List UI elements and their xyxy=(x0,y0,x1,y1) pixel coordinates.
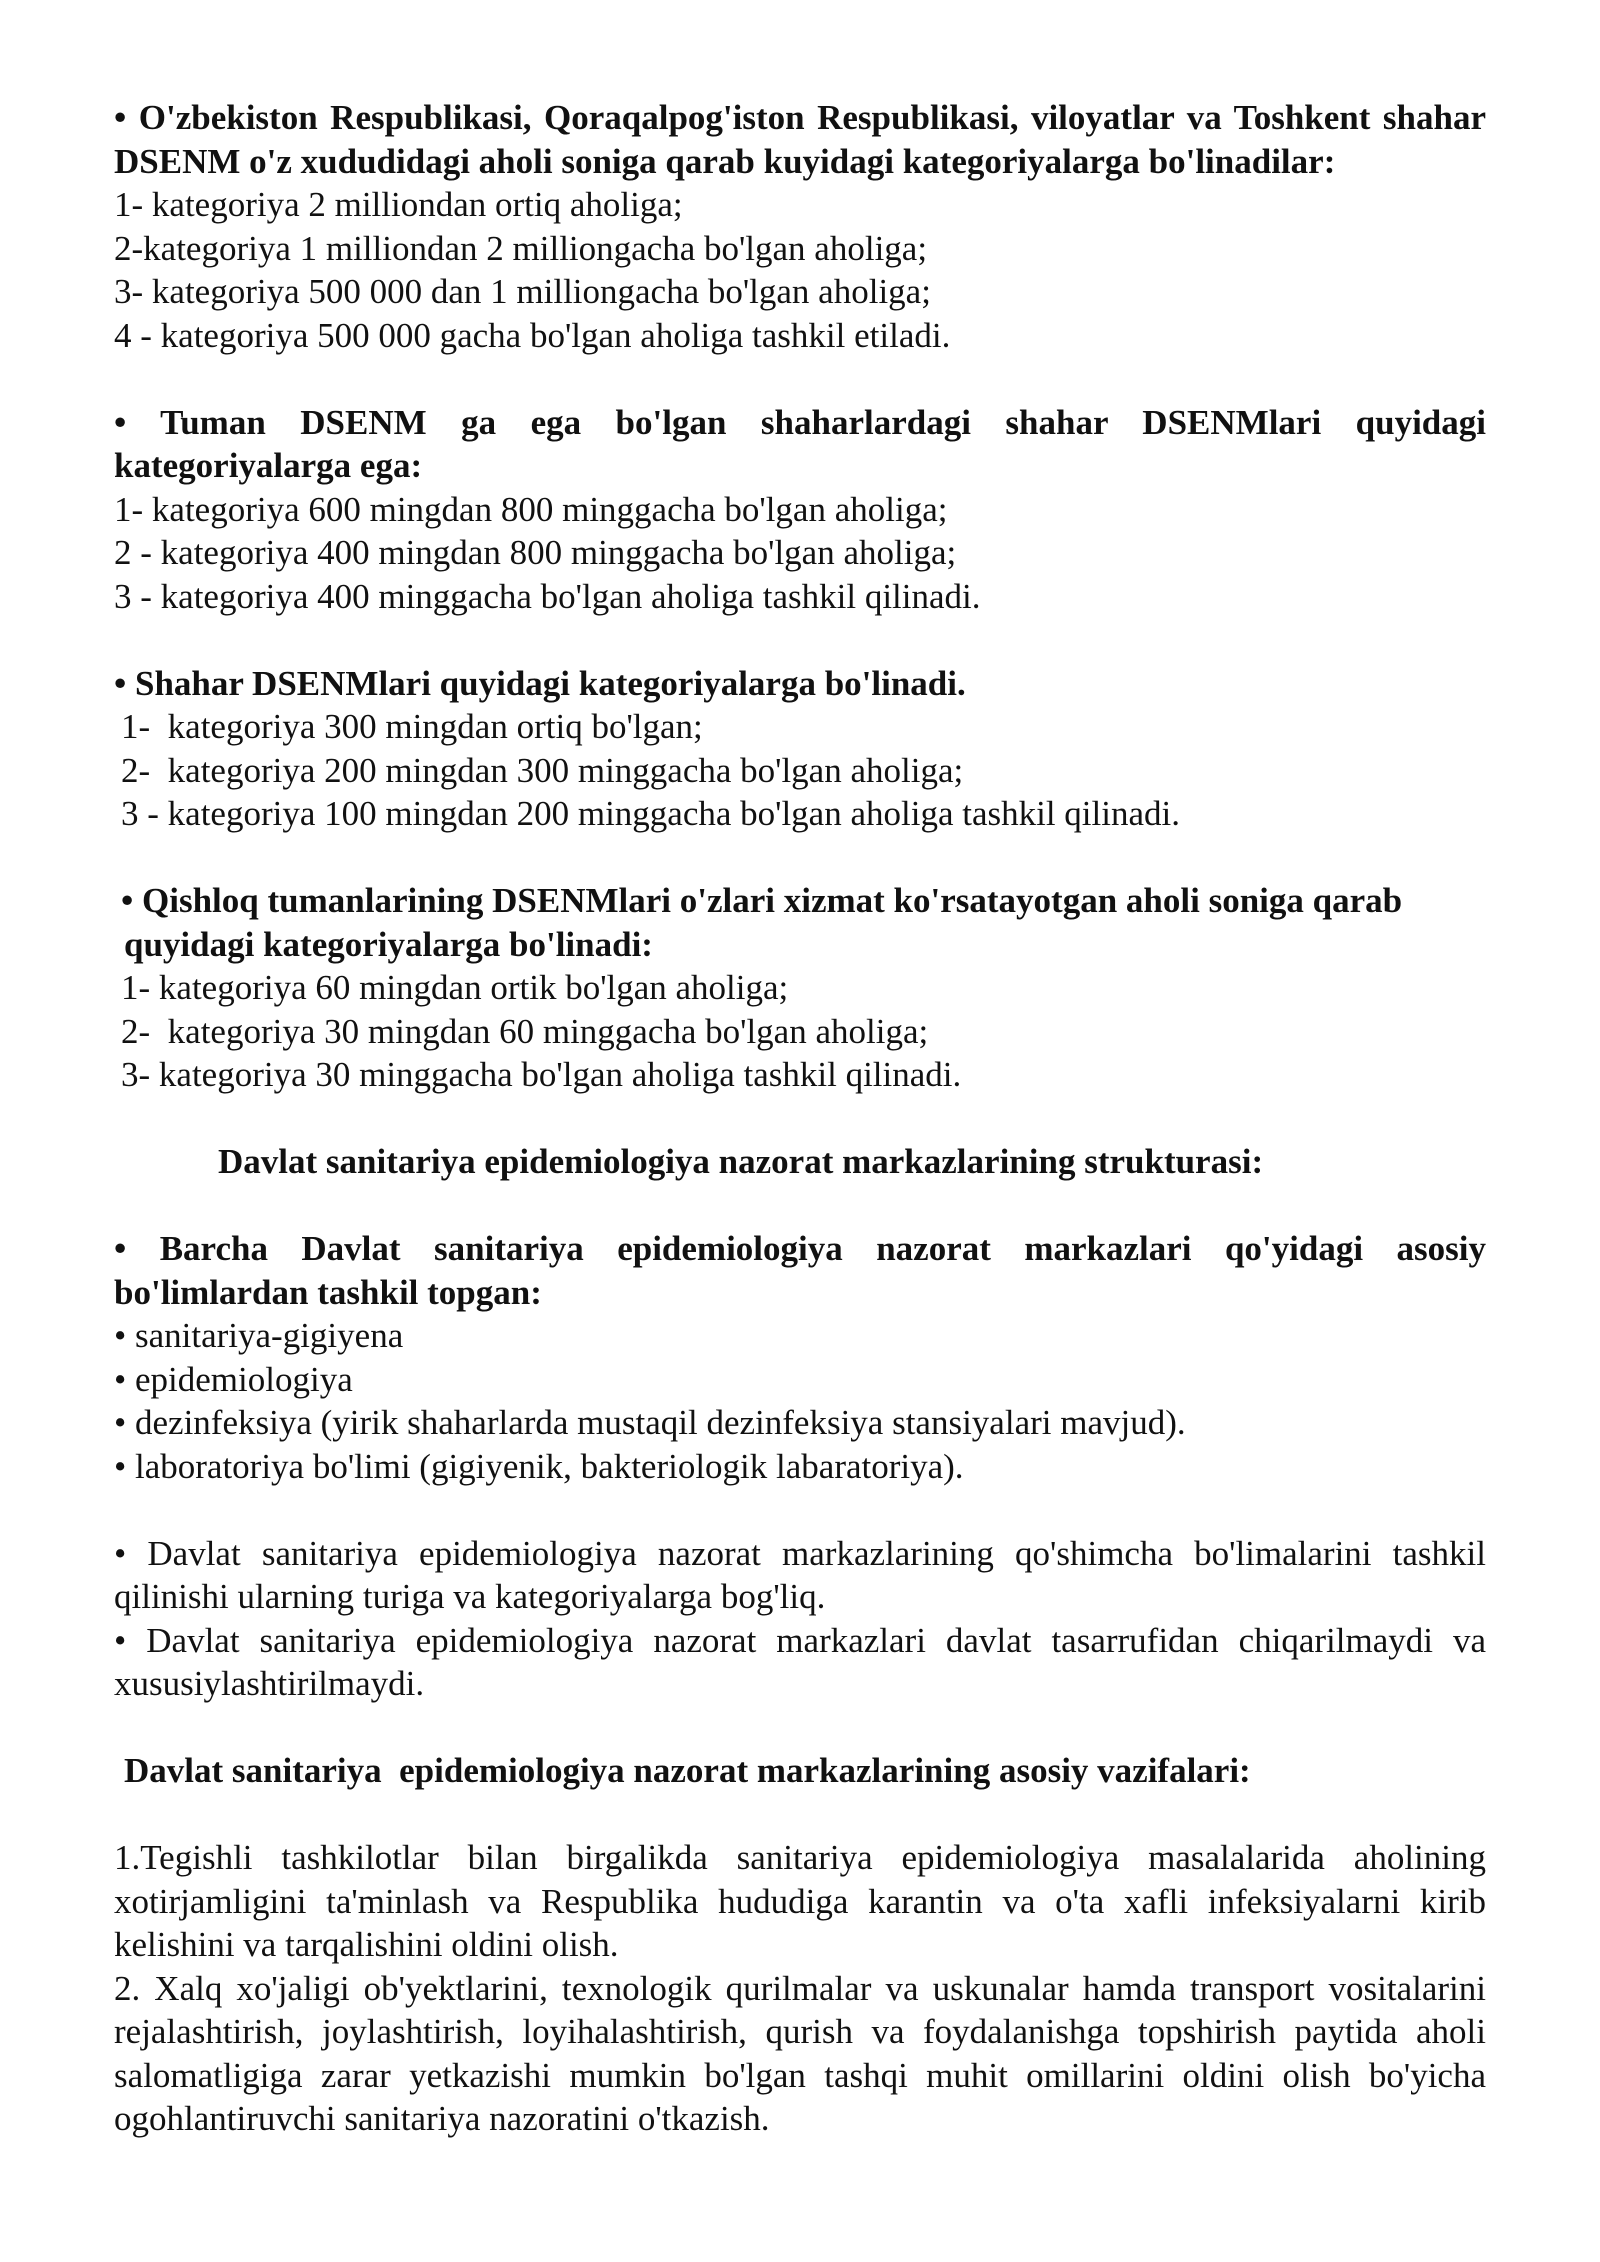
paragraph-gap xyxy=(114,1097,1486,1141)
city-categories-section xyxy=(114,662,1486,836)
structure-heading: Davlat sanitariya epidemiologiya nazorat markazlarining strukturasi: xyxy=(218,1142,1264,1181)
republic-categories-section xyxy=(114,96,1486,357)
paragraph-gap xyxy=(114,1706,1486,1750)
district-city-categories-section xyxy=(114,401,1486,619)
rural-categories-section xyxy=(114,879,1486,1097)
category-item: 3 - kategoriya 400 minggacha bo'lgan aholiga tashkil qilinadi. xyxy=(114,576,981,616)
category-item: 3- kategoriya 30 minggacha bo'lgan aholiga tashkil qilinadi. xyxy=(121,1055,962,1094)
rural-categories-intro-line1: • Qishloq tumanlarining DSENMlari o'zlari xizmat ko'rsatayotgan aholi soniga qarab xyxy=(121,881,1403,920)
tasks-section xyxy=(114,1836,1486,2141)
category-item: 3- kategoriya 500 000 dan 1 milliongacha bo'lgan aholiga; xyxy=(114,272,931,311)
republic-categories-intro: • O'zbekiston Respublikasi, Qoraqalpog'iston Respublikasi, viloyatlar va Toshkent shahar DSENM o'z xududidagi aholi soniga qarab kuyidagi kategoriyalarga bo'linadilar: xyxy=(114,98,1486,181)
structure-intro: • Barcha Davlat sanitariya epidemiologiya nazorat markazlari qo'yidagi asosiy bo'limlardan tashkil topgan: xyxy=(114,1229,1486,1312)
paragraph-gap xyxy=(114,836,1486,880)
task-paragraph: 2. Xalq xo'jaligi ob'yektlarini, texnologik qurilmalar va uskunalar hamda transport vositalarini rejalashtirish, joylashtirish, loyihalashtirish, qurish va foydalanishga topshirish paytida aholi salomatligiga zarar yetkazishi mumkin bo'lgan tashqi muhit omillarini oldini olish bo'yicha ogohlantiruvchi sanitariya nazoratini o'tkazish. xyxy=(114,1968,1486,2138)
task-paragraph: 1.Tegishli tashkilotlar bilan birgalikda sanitariya epidemiologiya masalalarida aholining xotirjamligini ta'minlash va Respublika hududiga karantin va o'ta xafli infeksiyalarni kirib kelishini va tarqalishini oldini olish. xyxy=(114,1838,1486,1964)
department-item: • laboratoriya bo'limi (gigiyenik, bakteriologik labaratoriya). xyxy=(114,1446,964,1486)
notes-section xyxy=(114,1532,1486,1706)
category-item: 4 - kategoriya 500 000 gacha bo'lgan aholiga tashkil etiladi. xyxy=(114,315,951,355)
category-item: 1- kategoriya 600 mingdan 800 minggacha bo'lgan aholiga; xyxy=(114,489,948,529)
category-item: 2 - kategoriya 400 mingdan 800 minggacha bo'lgan aholiga; xyxy=(114,533,957,572)
category-item: 1- kategoriya 2 milliondan ortiq aholiga; xyxy=(114,185,683,224)
district-city-categories-intro: • Tuman DSENM ga ega bo'lgan shaharlardagi shahar DSENMlari quyidagi kategoriyalarga ega: xyxy=(114,402,1486,485)
paragraph-gap xyxy=(114,357,1486,401)
paragraph-gap xyxy=(114,1793,1486,1837)
document-page xyxy=(114,96,1486,2141)
note-paragraph: • Davlat sanitariya epidemiologiya nazorat markazlari davlat tasarrufidan chiqarilmaydi va xususiylashtirilmaydi. xyxy=(114,1620,1486,1703)
department-item: • dezinfeksiya (yirik shaharlarda mustaqil dezinfeksiya stansiyalari mavjud). xyxy=(114,1403,1186,1442)
category-item: 1- kategoriya 300 mingdan ortiq bo'lgan; xyxy=(121,707,703,746)
structure-section xyxy=(114,1227,1486,1488)
paragraph-gap xyxy=(114,1488,1486,1532)
department-item: • sanitariya-gigiyena xyxy=(114,1316,404,1355)
category-item: 3 - kategoriya 100 mingdan 200 minggacha bo'lgan aholiga tashkil qilinadi. xyxy=(121,794,1180,833)
city-categories-intro: • Shahar DSENMlari quyidagi kategoriyalarga bo'linadi. xyxy=(114,663,966,703)
note-paragraph: • Davlat sanitariya epidemiologiya nazorat markazlarining qo'shimcha bo'limalarini tashkil qilinishi ularning turiga va kategoriyalarga bog'liq. xyxy=(114,1533,1486,1616)
paragraph-gap xyxy=(114,1184,1486,1228)
category-item: 2- kategoriya 200 mingdan 300 minggacha bo'lgan aholiga; xyxy=(121,750,964,790)
paragraph-gap xyxy=(114,618,1486,662)
category-item: 2- kategoriya 30 mingdan 60 minggacha bo'lgan aholiga; xyxy=(121,1011,929,1051)
department-item: • epidemiologiya xyxy=(114,1359,353,1399)
category-item: 2-kategoriya 1 milliondan 2 milliongacha bo'lgan aholiga; xyxy=(114,228,928,268)
tasks-heading: Davlat sanitariya epidemiologiya nazorat markazlarining asosiy vazifalari: xyxy=(124,1751,1251,1790)
rural-categories-intro-line2: quyidagi kategoriyalarga bo'linadi: xyxy=(124,924,653,964)
category-item: 1- kategoriya 60 mingdan ortik bo'lgan aholiga; xyxy=(121,968,789,1007)
